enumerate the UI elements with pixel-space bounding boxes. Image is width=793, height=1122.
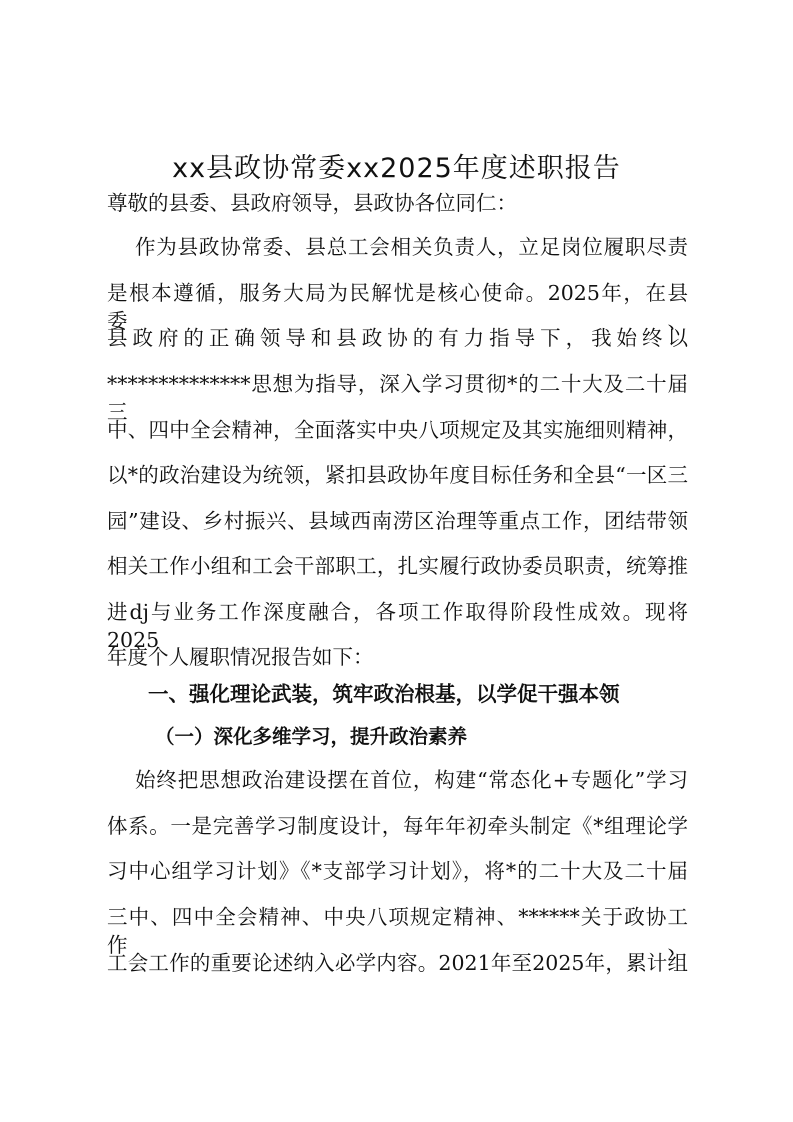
paragraph-line: 年度个人履职情况报告如下：	[107, 645, 374, 669]
paragraph-line: 是根本遵循，服务大局为民解忧是核心使命。2025年，在县委、	[107, 281, 688, 333]
subsection-heading: （一）深化多维学习，提升政治素养	[155, 725, 468, 748]
paragraph-line: 体系。一是完善学习制度设计，每年年初牵头制定《*组理论学	[107, 814, 688, 838]
paragraph-line: 始终把思想政治建设摆在首位，构建“常态化+专题化”学习	[135, 768, 688, 792]
paragraph-line: 中、四中全会精神，全面落实中央八项规定及其实施细则精神，	[107, 418, 688, 442]
document-title: xx县政协常委xx2025年度述职报告	[172, 153, 621, 184]
greeting: 尊敬的县委、县政府领导，县政协各位同仁：	[107, 191, 517, 215]
paragraph-line: 以*的政治建设为统领，紧扣县政协年度目标任务和全县“一区三	[107, 463, 688, 487]
paragraph-line: 进dj与业务工作深度融合，各项工作取得阶段性成效。现将2025	[107, 600, 688, 652]
paragraph-line: 作为县政协常委、县总工会相关负责人，立足岗位履职尽责	[135, 235, 688, 259]
paragraph-line: 习中心组学习计划》《*支部学习计划》，将*的二十大及二十届	[107, 859, 688, 883]
paragraph-line: 相关工作小组和工会干部职工，扎实履行政协委员职责，统筹推	[107, 554, 688, 578]
paragraph-line: 县政府的正确领导和县政协的有力指导下，我始终以	[107, 326, 688, 350]
paragraph-line: 三中、四中全会精神、中央八项规定精神、******关于政协工作、	[107, 905, 688, 957]
paragraph-line: 园”建设、乡村振兴、县域西南涝区治理等重点工作，团结带领	[107, 509, 688, 533]
paragraph-line: **************思想为指导，深入学习贯彻*的二十大及二十届三	[107, 372, 688, 424]
section-heading: 一、强化理论武装，筑牢政治根基，以学促干强本领	[148, 682, 620, 706]
paragraph-line: 工会工作的重要论述纳入必学内容。2021年至2025年，累计组	[107, 951, 688, 975]
